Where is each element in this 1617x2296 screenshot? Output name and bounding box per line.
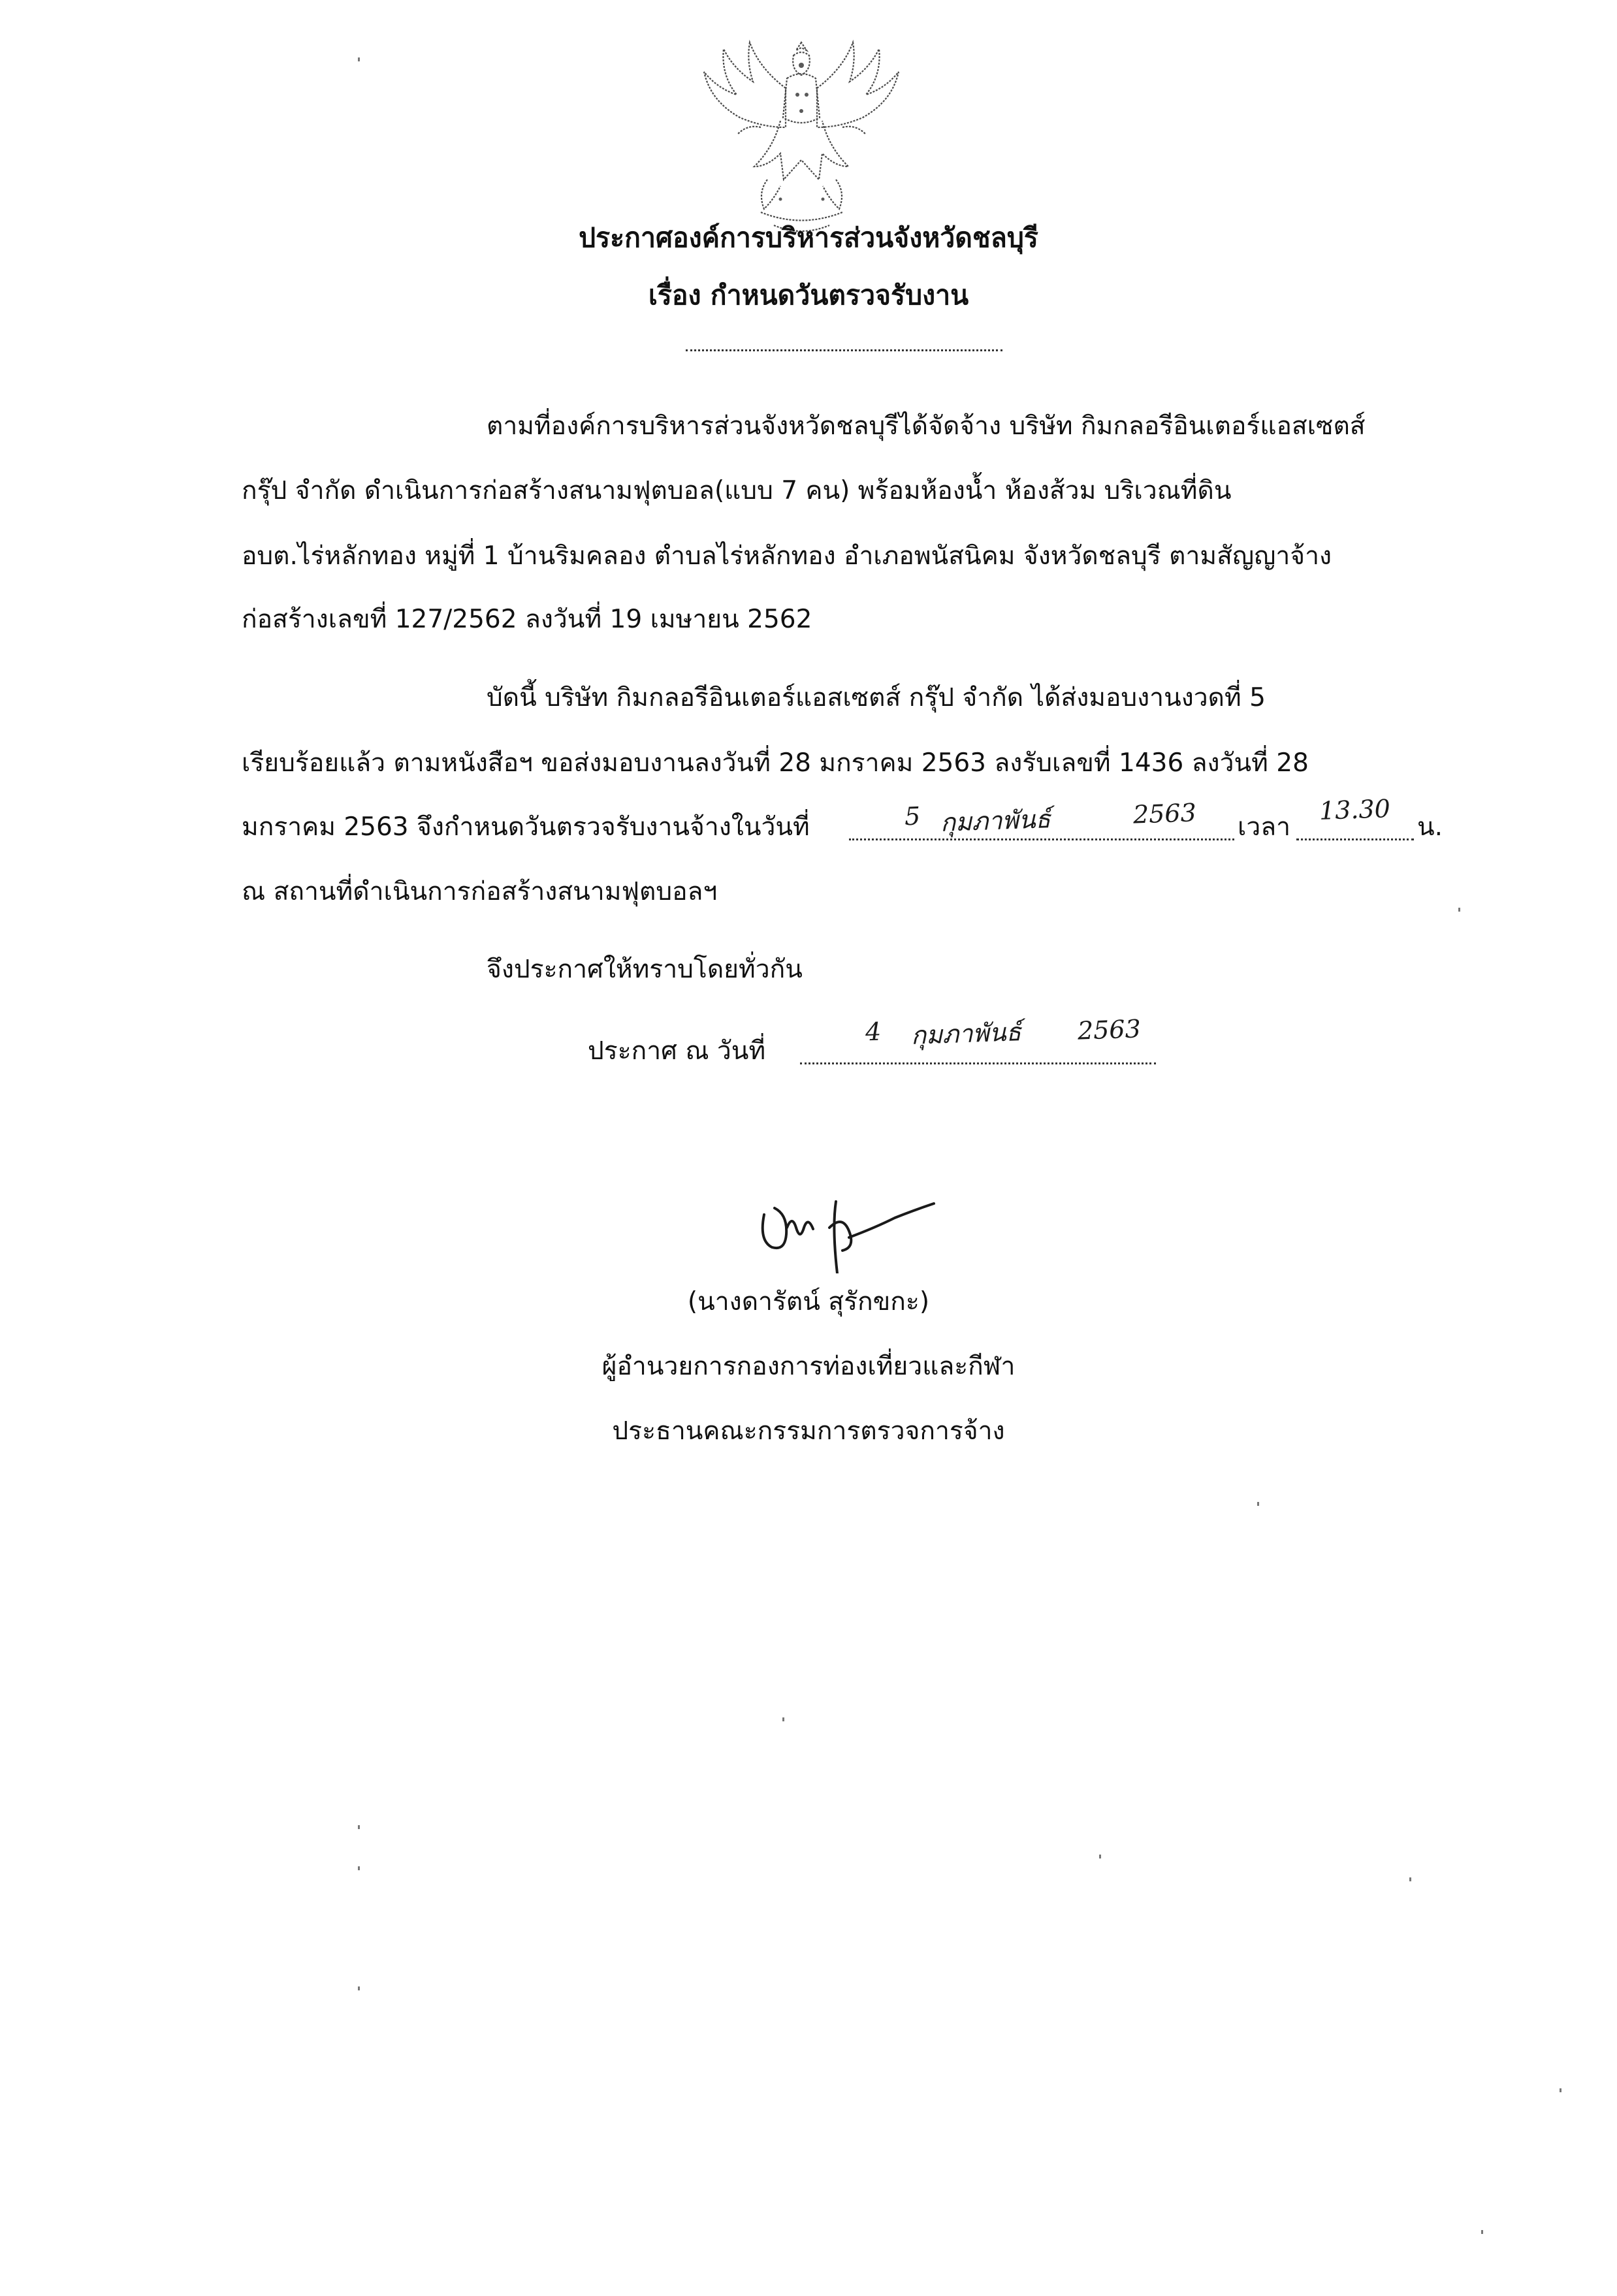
announce-date-prefix: ประกาศ ณ วันที่ (588, 1036, 766, 1066)
scan-speck (1099, 1855, 1101, 1858)
para1-line1: ตามที่องค์การบริหารส่วนจังหวัดชลบุรีได้จัดจ้าง บริษัท กิมกลอรีอินเตอร์แอสเซตส์ (487, 411, 1366, 441)
scan-speck (358, 1825, 360, 1829)
para1-line2: กรุ๊ป จำกัด ดำเนินการก่อสร้างสนามฟุตบอล(แบบ 7 คน) พร้อมห้องน้ำ ห้องส้วม บริเวณที่ดิน (242, 476, 1232, 505)
para2-line2: เรียบร้อยแล้ว ตามหนังสือฯ ขอส่งมอบงานลงวันที่ 28 มกราคม 2563 ลงรับเลขที่ 1436 ลงวันที่ 28 (242, 748, 1309, 778)
scan-speck (1257, 1502, 1259, 1506)
title-divider (686, 349, 1002, 351)
signatory-position: ผู้อำนวยการกองการท่องเที่ยวและกีฬา (601, 1352, 1016, 1381)
announce-date-dotted-line (800, 1062, 1156, 1064)
time-unit: น. (1417, 812, 1443, 842)
signatory-name: (นางดารัตน์ สุรักขกะ) (687, 1287, 930, 1316)
announce-year-handwritten: 2563 (1077, 1014, 1142, 1045)
para1-line3: อบต.ไร่หลักทอง หมู่ที่ 1 บ้านริมคลอง ตำบลไร่หลักทอง อำเภอพนัสนิคม จังหวัดชลบุรี ตามสัญญาจ้าง (242, 541, 1332, 571)
scan-speck (1458, 908, 1460, 912)
scan-speck (358, 57, 360, 61)
inspection-time-dotted-line (1296, 838, 1414, 840)
closing-statement: จึงประกาศให้ทราบโดยทั่วกัน (487, 955, 803, 984)
announcement-title: ประกาศองค์การบริหารส่วนจังหวัดชลบุรี (579, 222, 1038, 253)
scan-speck (782, 1717, 784, 1721)
para2-line1: บัดนี้ บริษัท กิมกลอรีอินเตอร์แอสเซตส์ กรุ๊ป จำกัด ได้ส่งมอบงานงวดที่ 5 (487, 683, 1266, 712)
announcement-subject: เรื่อง กำหนดวันตรวจรับงาน (648, 279, 969, 311)
handwritten-signature (751, 1175, 947, 1273)
announce-day-handwritten: 4 (865, 1017, 882, 1047)
scan-speck (358, 1866, 360, 1870)
inspection-day-handwritten: 5 (904, 801, 921, 831)
announce-month-handwritten: กุมภาพันธ์ (910, 1017, 1022, 1050)
inspection-time-handwritten: 13.30 (1319, 794, 1391, 825)
signatory-role: ประธานคณะกรรมการตรวจการจ้าง (612, 1416, 1005, 1446)
inspection-month-handwritten: กุมภาพันธ์ (940, 805, 1051, 837)
scan-speck (1560, 2088, 1561, 2092)
scan-speck (358, 1986, 360, 1990)
inspection-year-handwritten: 2563 (1132, 798, 1197, 829)
garuda-emblem-icon (682, 29, 921, 245)
scan-speck (1409, 1877, 1411, 1881)
para2-line3-prefix: มกราคม 2563 จึงกำหนดวันตรวจรับงานจ้างในวันที่ (242, 812, 810, 842)
time-label: เวลา (1238, 812, 1291, 842)
para2-line4: ณ สถานที่ดำเนินการก่อสร้างสนามฟุตบอลฯ (242, 877, 718, 906)
scan-speck (1481, 2230, 1483, 2234)
para1-line4: ก่อสร้างเลขที่ 127/2562 ลงวันที่ 19 เมษายน 2562 (242, 605, 812, 634)
